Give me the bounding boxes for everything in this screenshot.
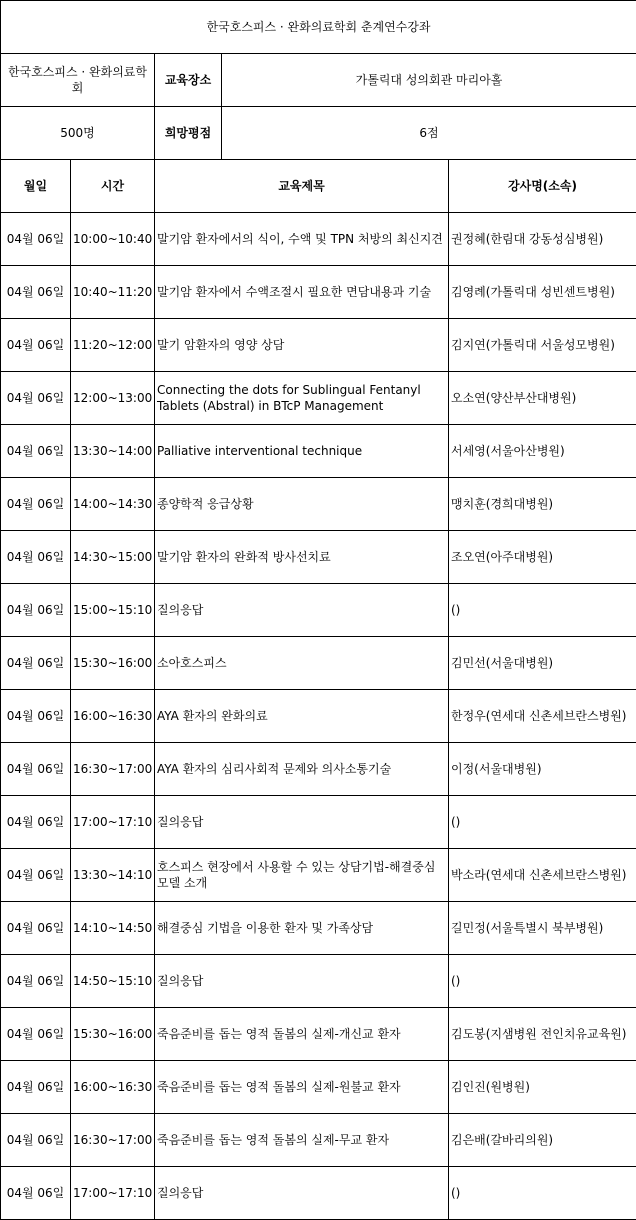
session-subject: 말기암 환자에서 수액조절시 필요한 면담내용과 기술 (155, 266, 449, 319)
session-date: 04월 06일 (1, 425, 71, 478)
capacity-value: 500명 (1, 107, 155, 160)
session-lecturer: () (449, 955, 636, 1008)
session-date: 04월 06일 (1, 849, 71, 902)
session-lecturer: () (449, 796, 636, 849)
session-time: 14:00~14:30 (71, 478, 155, 531)
session-time: 14:30~15:00 (71, 531, 155, 584)
table-row (1, 1167, 636, 1220)
header-date: 월일 (1, 160, 71, 213)
session-date: 04월 06일 (1, 955, 71, 1008)
score-value: 6점 (222, 107, 636, 160)
session-date: 04월 06일 (1, 1008, 71, 1061)
session-subject: 질의응답 (155, 955, 449, 1008)
session-subject: 죽음준비를 돕는 영적 돌봄의 실제-개신교 환자 (155, 1008, 449, 1061)
session-lecturer: 길민정(서울특별시 북부병원) (449, 902, 636, 955)
session-lecturer: 김도봉(지샘병원 전인치유교육원) (449, 1008, 636, 1061)
title-row (1, 1, 636, 54)
session-lecturer: () (449, 1167, 636, 1220)
table-row (1, 637, 636, 690)
capacity-row (1, 107, 636, 160)
session-subject: Connecting the dots for Sublingual Fentanyl Tablets (Abstral) in BTcP Management (155, 372, 449, 425)
session-lecturer: 서세영(서울아산병원) (449, 425, 636, 478)
session-subject: 질의응답 (155, 584, 449, 637)
table-row (1, 1008, 636, 1061)
session-time: 13:30~14:10 (71, 849, 155, 902)
session-lecturer: 김영례(가톨릭대 성빈센트병원) (449, 266, 636, 319)
table-row (1, 796, 636, 849)
table-row (1, 478, 636, 531)
session-subject: 질의응답 (155, 1167, 449, 1220)
session-lecturer: 김인진(원병원) (449, 1061, 636, 1114)
header-row (1, 160, 636, 213)
session-lecturer: 김은배(갈바리의원) (449, 1114, 636, 1167)
table-row (1, 372, 636, 425)
table-row (1, 319, 636, 372)
session-subject: 말기 암환자의 영양 상담 (155, 319, 449, 372)
session-subject: 해결중심 기법을 이용한 환자 및 가족상담 (155, 902, 449, 955)
session-date: 04월 06일 (1, 743, 71, 796)
session-subject: 종양학적 응급상황 (155, 478, 449, 531)
session-date: 04월 06일 (1, 1114, 71, 1167)
table-row (1, 584, 636, 637)
session-time: 15:00~15:10 (71, 584, 155, 637)
session-date: 04월 06일 (1, 478, 71, 531)
session-date: 04월 06일 (1, 1061, 71, 1114)
session-time: 17:00~17:10 (71, 1167, 155, 1220)
session-lecturer: 권정혜(한림대 강동성심병원) (449, 213, 636, 266)
session-lecturer: () (449, 584, 636, 637)
session-subject: 소아호스피스 (155, 637, 449, 690)
session-time: 10:40~11:20 (71, 266, 155, 319)
session-time: 10:00~10:40 (71, 213, 155, 266)
page-title: 한국호스피스 · 완화의료학회 춘계연수강좌 (1, 1, 636, 54)
session-subject: 호스피스 현장에서 사용할 수 있는 상담기법-해결중심 모델 소개 (155, 849, 449, 902)
place-row (1, 54, 636, 107)
session-subject: 말기암 환자에서의 식이, 수액 및 TPN 처방의 최신지견 (155, 213, 449, 266)
session-lecturer: 맹치훈(경희대병원) (449, 478, 636, 531)
session-date: 04월 06일 (1, 690, 71, 743)
session-time: 12:00~13:00 (71, 372, 155, 425)
place-label: 교육장소 (155, 54, 222, 107)
session-date: 04월 06일 (1, 584, 71, 637)
session-lecturer: 박소라(연세대 신촌세브란스병원) (449, 849, 636, 902)
session-time: 16:00~16:30 (71, 1061, 155, 1114)
header-lecturer: 강사명(소속) (449, 160, 636, 213)
session-date: 04월 06일 (1, 213, 71, 266)
session-date: 04월 06일 (1, 902, 71, 955)
session-subject: 질의응답 (155, 796, 449, 849)
session-time: 15:30~16:00 (71, 1008, 155, 1061)
session-subject: AYA 환자의 완화의료 (155, 690, 449, 743)
session-date: 04월 06일 (1, 1167, 71, 1220)
session-date: 04월 06일 (1, 266, 71, 319)
session-time: 14:50~15:10 (71, 955, 155, 1008)
session-subject: Palliative interventional technique (155, 425, 449, 478)
table-row (1, 743, 636, 796)
session-subject: 죽음준비를 돕는 영적 돌봄의 실제-원불교 환자 (155, 1061, 449, 1114)
session-subject: 말기암 환자의 완화적 방사선치료 (155, 531, 449, 584)
table-row (1, 1061, 636, 1114)
table-row (1, 1114, 636, 1167)
session-lecturer: 오소연(양산부산대병원) (449, 372, 636, 425)
session-date: 04월 06일 (1, 531, 71, 584)
table-row (1, 849, 636, 902)
session-time: 16:30~17:00 (71, 743, 155, 796)
header-time: 시간 (71, 160, 155, 213)
table-row (1, 531, 636, 584)
session-date: 04월 06일 (1, 319, 71, 372)
session-time: 16:30~17:00 (71, 1114, 155, 1167)
place-value: 가톨릭대 성의회관 마리아홀 (222, 54, 636, 107)
session-lecturer: 한정우(연세대 신촌세브란스병원) (449, 690, 636, 743)
session-time: 16:00~16:30 (71, 690, 155, 743)
session-time: 17:00~17:10 (71, 796, 155, 849)
table-row (1, 902, 636, 955)
organizer-name: 한국호스피스 · 완화의료학회 (1, 54, 155, 107)
session-time: 11:20~12:00 (71, 319, 155, 372)
session-time: 14:10~14:50 (71, 902, 155, 955)
session-subject: 죽음준비를 돕는 영적 돌봄의 실제-무교 환자 (155, 1114, 449, 1167)
session-time: 13:30~14:00 (71, 425, 155, 478)
session-lecturer: 김민선(서울대병원) (449, 637, 636, 690)
table-row (1, 266, 636, 319)
header-subject: 교육제목 (155, 160, 449, 213)
table-row (1, 955, 636, 1008)
session-subject: AYA 환자의 심리사회적 문제와 의사소통기술 (155, 743, 449, 796)
session-lecturer: 김지연(가톨릭대 서울성모병원) (449, 319, 636, 372)
session-date: 04월 06일 (1, 637, 71, 690)
session-lecturer: 조오연(아주대병원) (449, 531, 636, 584)
table-row (1, 690, 636, 743)
table-row (1, 425, 636, 478)
session-lecturer: 이정(서울대병원) (449, 743, 636, 796)
score-label: 희망평점 (155, 107, 222, 160)
session-date: 04월 06일 (1, 796, 71, 849)
session-date: 04월 06일 (1, 372, 71, 425)
table-row (1, 213, 636, 266)
session-time: 15:30~16:00 (71, 637, 155, 690)
